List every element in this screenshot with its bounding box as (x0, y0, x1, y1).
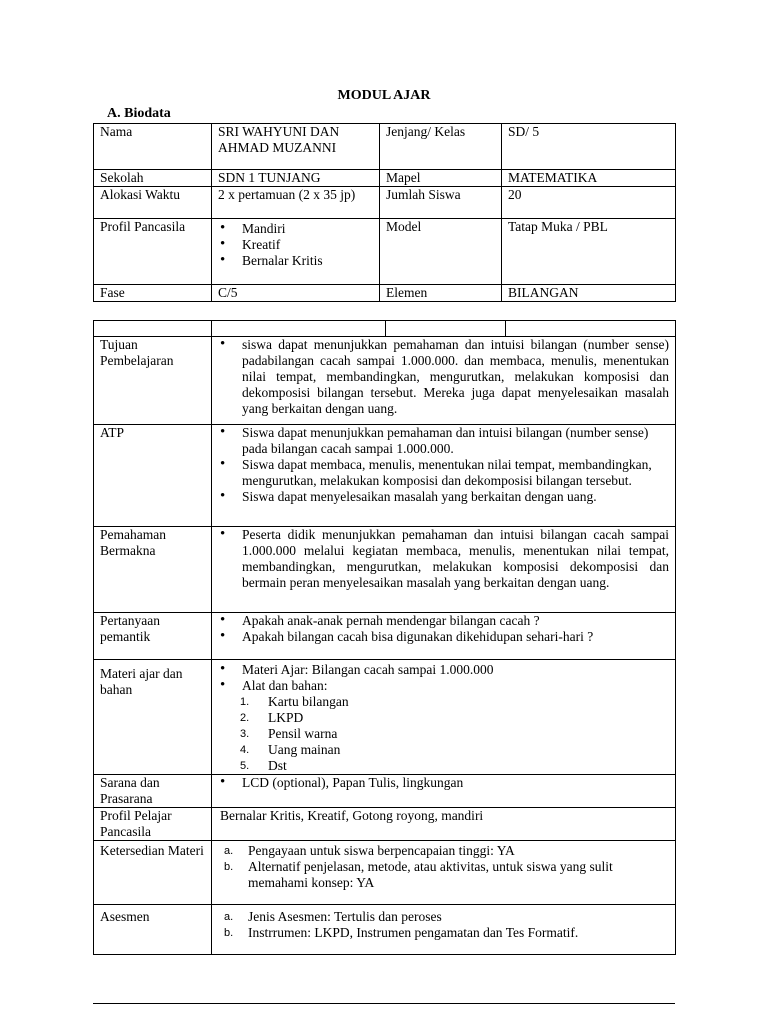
value-cell (212, 219, 380, 285)
value-cell (212, 660, 676, 775)
list-marker: 1. (240, 696, 250, 708)
list-marker: 5. (240, 760, 250, 772)
label-cell: Nama (94, 124, 212, 170)
value-cell (212, 425, 676, 527)
value-cell (212, 775, 676, 808)
alat-list (218, 694, 669, 774)
list-item: • Siswa dapat menunjukkan pemahaman dan intuisi bilangan (number sense) pada bilangan cacah sampai 1.000.000. (218, 425, 669, 457)
pertanyaan-list (218, 613, 669, 645)
list-marker: a. (224, 911, 234, 923)
label-cell: Pertanyaan pemantik (94, 613, 212, 660)
ketersediaan-list (218, 843, 669, 891)
list-marker: a. (224, 845, 234, 857)
label-cell: Pemahaman Bermakna (94, 527, 212, 613)
list-item: • LCD (optional), Papan Tulis, lingkungan (218, 775, 669, 791)
list-marker: b. (224, 927, 234, 939)
value-cell: MATEMATIKA (502, 170, 676, 187)
profil-list (218, 221, 373, 269)
document-title: MODUL AJAR (337, 88, 431, 103)
list-item: 2. LKPD (240, 710, 304, 725)
materi-list (218, 662, 669, 694)
list-item: • Bernalar Kritis (218, 253, 373, 269)
label-cell: Jumlah Siswa (380, 187, 502, 219)
section-heading: A. Biodata (107, 106, 171, 121)
value-cell: BILANGAN (502, 285, 676, 302)
details-table (93, 320, 676, 955)
list-item: • Apakah anak-anak pernah mendengar bilangan cacah ? (218, 613, 669, 629)
value-cell (212, 527, 676, 613)
list-item: • Mandiri (218, 221, 373, 237)
label-cell: Jenjang/ Kelas (380, 124, 502, 170)
list-marker: 3. (240, 728, 250, 740)
list-marker: 4. (240, 744, 250, 756)
label-cell: Ketersedian Materi (94, 841, 212, 905)
value-cell (212, 613, 676, 660)
list-item: • Siswa dapat menyelesaikan masalah yang berkaitan dengan uang. (218, 489, 669, 505)
value-cell: SDN 1 TUNJANG (212, 170, 380, 187)
label-cell: Mapel (380, 170, 502, 187)
list-item: • Apakah bilangan cacah bisa digunakan dikehidupan sehari-hari ? (218, 629, 669, 645)
atp-list (218, 425, 669, 505)
list-item: • siswa dapat menunjukkan pemahaman dan intuisi bilangan (number sense) padabilangan cacah sampai 1.000.000. dan membaca, menulis, menentukan nilai tempat, membandingkan, mengurutkan, melakukan komposisi dan dekomposisi bilangan tersebut. Mereka juga dapat menyelesaikan masalah yang berkaitan dengan uang. (218, 337, 669, 417)
list-item: 1. Kartu bilangan (240, 694, 349, 709)
value-cell (212, 841, 676, 905)
label-cell: Fase (94, 285, 212, 302)
value-cell: Bernalar Kritis, Kreatif, Gotong royong, mandiri (212, 808, 676, 841)
list-item: • Alat dan bahan: (218, 678, 669, 694)
empty-cell (212, 321, 386, 337)
list-item: b. Alternatif penjelasan, metode, atau aktivitas, untuk siswa yang sulit memahami konsep: YA (224, 859, 613, 890)
label-cell: Profil Pelajar Pancasila (94, 808, 212, 841)
label-cell: Sarana dan Prasarana (94, 775, 212, 808)
label-cell: Model (380, 219, 502, 285)
value-cell (212, 905, 676, 955)
value-cell: C/5 (212, 285, 380, 302)
list-item: • Materi Ajar: Bilangan cacah sampai 1.000.000 (218, 662, 669, 678)
label-cell: ATP (94, 425, 212, 527)
label-cell: Alokasi Waktu (94, 187, 212, 219)
empty-cell (386, 321, 506, 337)
list-marker: b. (224, 861, 234, 873)
list-item: 3. Pensil warna (240, 726, 338, 741)
value-cell: 2 x pertamuan (2 x 35 jp) (212, 187, 380, 219)
list-item: • Siswa dapat membaca, menulis, menentukan nilai tempat, membandingkan, mengurutkan, melakukan komposisi dan dekomposisi bilangan tersebut. (218, 457, 669, 489)
asesmen-list (218, 909, 669, 941)
list-item: b. Instrrumen: LKPD, Instrumen pengamatan dan Tes Formatif. (224, 925, 579, 940)
list-item: • Kreatif (218, 237, 373, 253)
list-item: 4. Uang mainan (240, 742, 341, 757)
biodata-table (93, 123, 676, 302)
label-cell: Materi ajar dan bahan (94, 660, 212, 775)
value-cell (212, 337, 676, 425)
value-cell: Tatap Muka / PBL (502, 219, 676, 285)
pemahaman-list (218, 527, 669, 591)
value-cell: 20 (502, 187, 676, 219)
label-cell: Asesmen (94, 905, 212, 955)
label-cell: Sekolah (94, 170, 212, 187)
list-item: a. Pengayaan untuk siswa berpencapaian tinggi: YA (224, 843, 515, 858)
list-marker: 2. (240, 712, 250, 724)
label-cell: Profil Pancasila (94, 219, 212, 285)
footer-divider (93, 1003, 675, 1004)
list-item: • Peserta didik menunjukkan pemahaman dan intuisi bilangan cacah sampai 1.000.000 melalui kegiatan membaca, menulis, menentukan nilai tempat, membandingkan, mengurutkan, melakukan komposisi dekomposisi dan bermain peran menyelesaikan masalah yang berkaitan dengan uang. (218, 527, 669, 591)
label-cell: Elemen (380, 285, 502, 302)
tujuan-list (218, 337, 669, 417)
empty-cell (506, 321, 676, 337)
empty-cell (94, 321, 212, 337)
list-item: 5. Dst (240, 758, 287, 773)
list-item: a. Jenis Asesmen: Tertulis dan peroses (224, 909, 442, 924)
value-cell: SD/ 5 (502, 124, 676, 170)
label-cell: Tujuan Pembelajaran (94, 337, 212, 425)
sarana-list (218, 775, 669, 791)
value-cell: SRI WAHYUNI DAN AHMAD MUZANNI (212, 124, 380, 170)
